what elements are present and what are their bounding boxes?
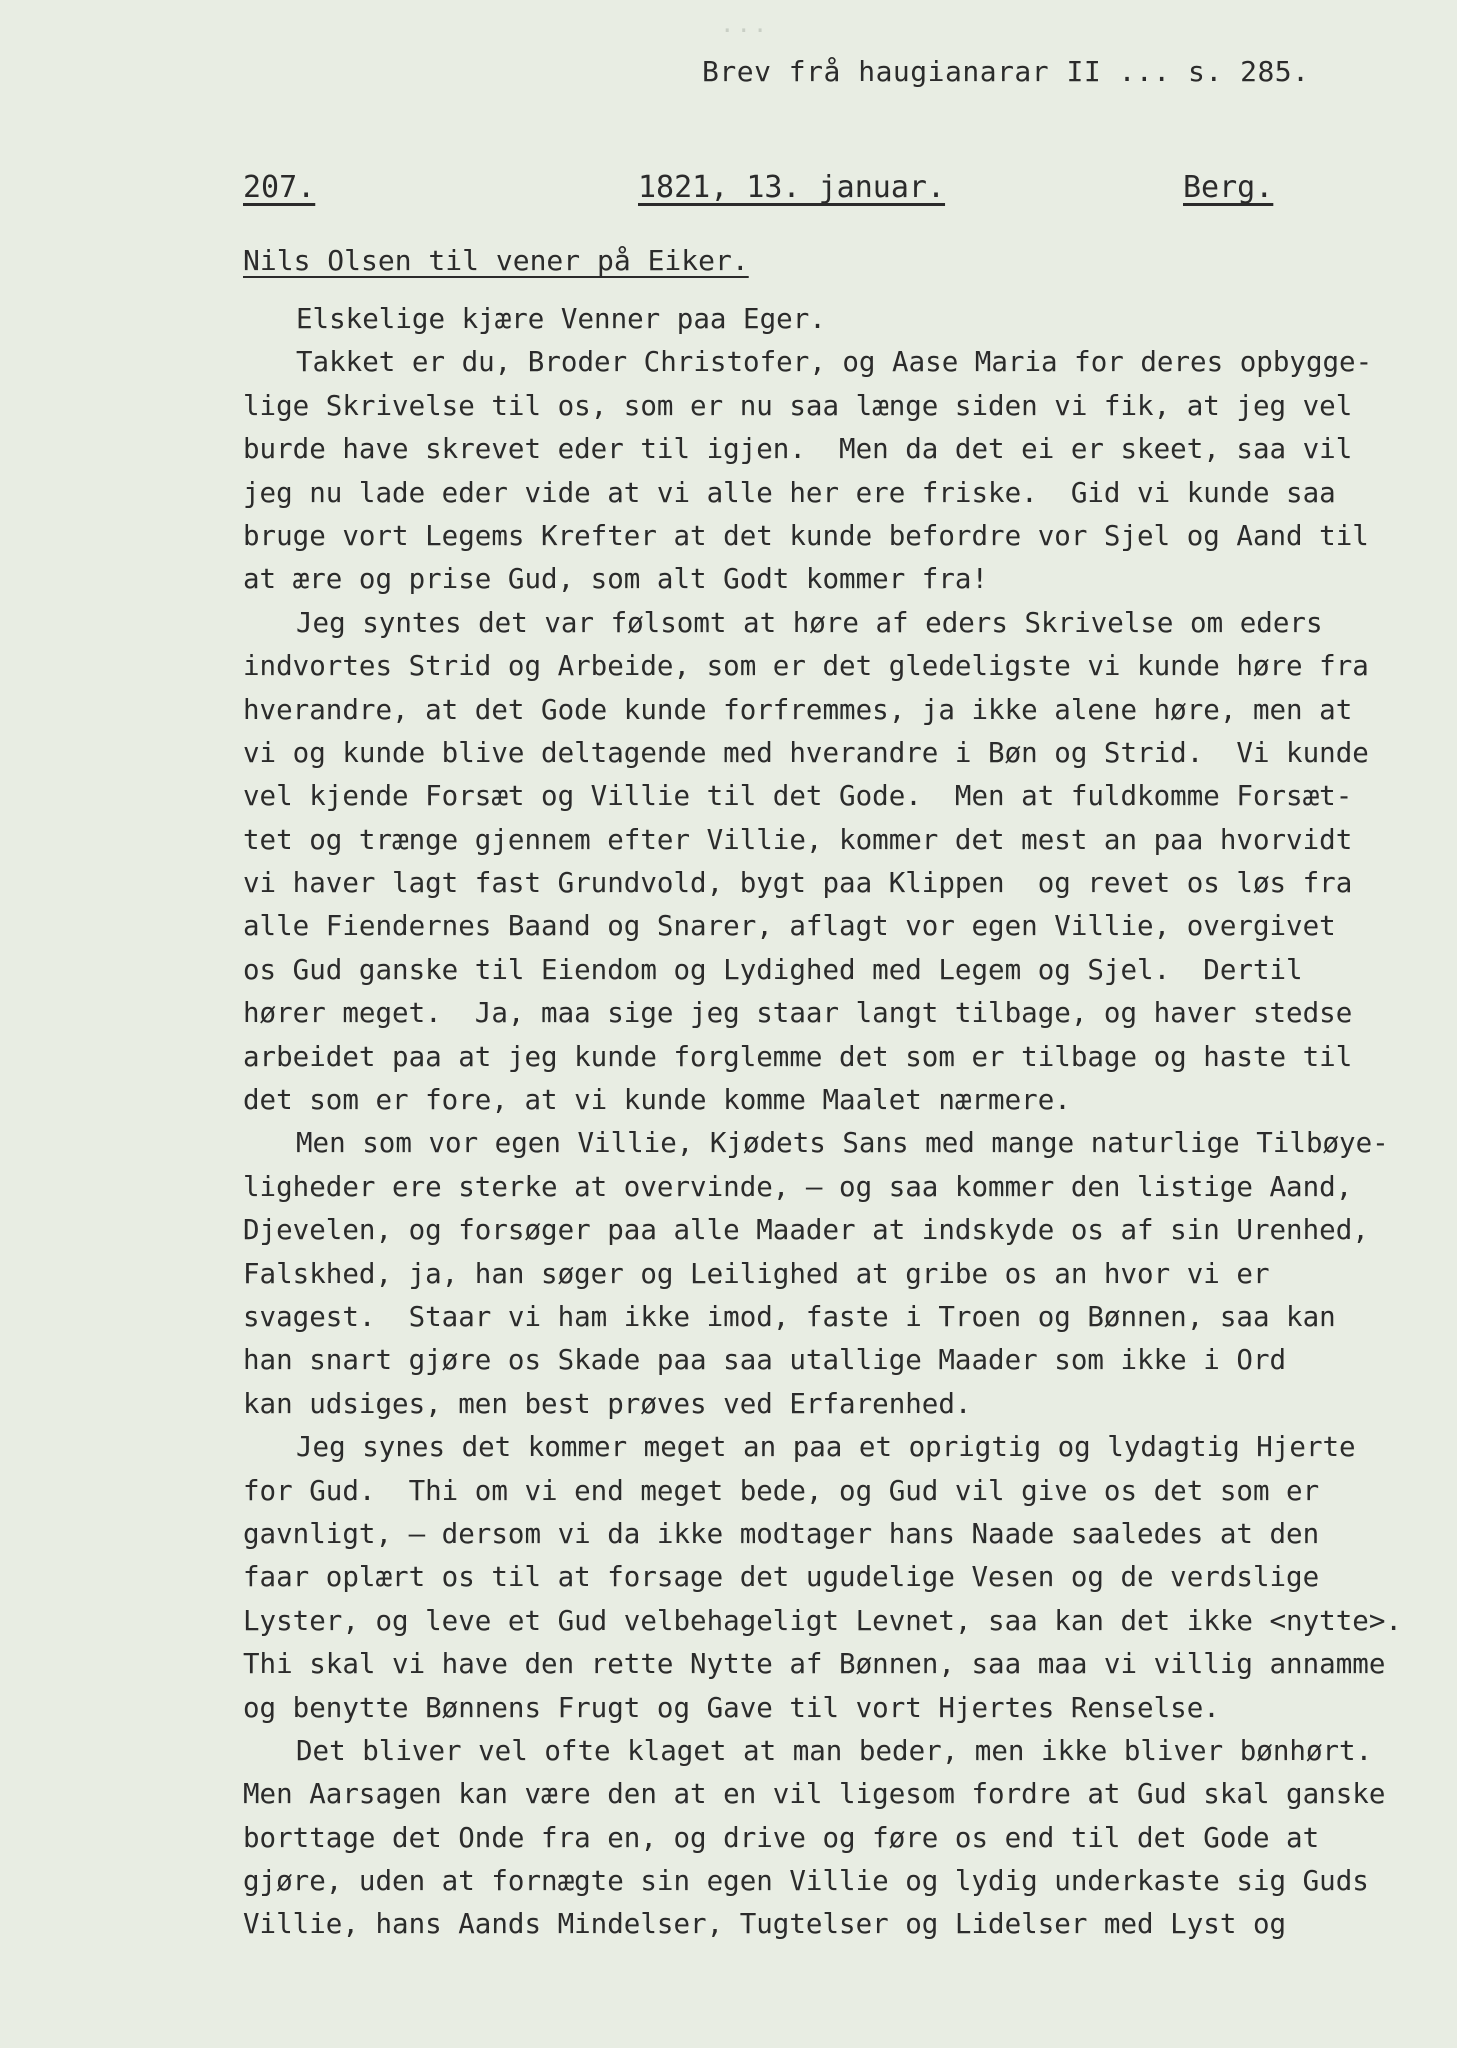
text-line: Djevelen, og forsøger paa alle Maader at indskyde os af sin Urenhed, <box>243 1214 1369 1247</box>
text-line: borttage det Onde fra en, og drive og føre os end til det Gode at <box>243 1821 1320 1854</box>
text-line: og benytte Bønnens Frugt og Gave til vort Hjertes Renselse. <box>243 1691 1220 1724</box>
text-line: arbeidet paa at jeg kunde forglemme det som er tilbage og haste til <box>243 1040 1353 1073</box>
text-line: Falskhed, ja, han søger og Leilighed at gribe os an hvor vi er <box>243 1257 1270 1290</box>
text-line: Villie, hans Aands Mindelser, Tugtelser og Lidelser med Lyst og <box>243 1908 1287 1941</box>
text-line: svagest. Staar vi ham ikke imod, faste i Troen og Bønnen, saa kan <box>243 1300 1336 1333</box>
text-line: kan udsiges, men best prøves ved Erfarenhed. <box>243 1387 972 1420</box>
source-reference: Brev frå haugianarar II ... s. 285. <box>702 55 1310 88</box>
text-line: Men Aarsagen kan være den at en vil ligesom fordre at Gud skal ganske <box>243 1778 1386 1811</box>
text-line: Det bliver vel ofte klaget at man beder, men ikke bliver bønhørt. <box>296 1734 1373 1767</box>
text-line: lige Skrivelse til os, som er nu saa længe siden vi fik, at jeg vel <box>243 389 1353 422</box>
text-line: at ære og prise Gud, som alt Godt kommer fra! <box>243 563 989 596</box>
text-line: vel kjende Forsæt og Villie til det Gode. Men at fuldkomme Forsæt- <box>243 780 1353 813</box>
text-line: Jeg synes det kommer meget an paa et oprigtig og lydagtig Hjerte <box>296 1431 1356 1464</box>
text-line: vi haver lagt fast Grundvold, bygt paa Klippen og revet os løs fra <box>243 867 1353 900</box>
text-line: os Gud ganske til Eiendom og Lydighed med Legem og Sjel. Dertil <box>243 953 1303 986</box>
text-line: bruge vort Legems Krefter at det kunde befordre vor Sjel og Aand til <box>243 519 1369 552</box>
letter-body <box>243 298 1423 1947</box>
letter-date: 1821, 13. januar. <box>638 170 946 205</box>
text-line: for Gud. Thi om vi end meget bede, og Gud vil give os det som er <box>243 1474 1320 1507</box>
text-line: indvortes Strid og Arbeide, som er det gledeligste vi kunde høre fra <box>243 650 1369 683</box>
text-line: burde have skrevet eder til igjen. Men da det ei er skeet, saa vil <box>243 433 1353 466</box>
text-line: Men som vor egen Villie, Kjødets Sans med mange naturlige Tilbøye- <box>296 1127 1389 1160</box>
text-line: tet og trænge gjennem efter Villie, kommer det mest an paa hvorvidt <box>243 823 1353 856</box>
text-line: Lyster, og leve et Gud velbehageligt Levnet, saa kan det ikke <nytte>. <box>243 1604 1402 1637</box>
text-line: faar oplært os til at forsage det ugudelige Vesen og de verdslige <box>243 1561 1320 1594</box>
text-line: Jeg syntes det var følsomt at høre af eders Skrivelse om eders <box>296 606 1323 639</box>
text-line: alle Fiendernes Baand og Snarer, aflagt vor egen Villie, overgivet <box>243 910 1336 943</box>
text-line: ligheder ere sterke at overvinde, — og saa kommer den listige Aand, <box>243 1170 1353 1203</box>
text-line: det som er fore, at vi kunde komme Maalet nærmere. <box>243 1084 1071 1117</box>
letter-place: Berg. <box>1183 170 1274 205</box>
text-line: Takket er du, Broder Christofer, og Aase Maria for deres opbygge- <box>296 346 1373 379</box>
text-line: Elskelige kjære Venner paa Eger. <box>296 303 826 335</box>
text-line: gjøre, uden at fornægte sin egen Villie og lydig underkaste sig Guds <box>243 1865 1369 1898</box>
text-line: hører meget. Ja, maa sige jeg staar langt tilbage, og haver stedse <box>243 997 1353 1030</box>
text-line: Thi skal vi have den rette Nytte af Bønnen, saa maa vi villig annamme <box>243 1648 1386 1681</box>
text-line: han snart gjøre os Skade paa saa utallige Maader som ikke i Ord <box>243 1344 1287 1377</box>
faint-header-bleed: ... <box>720 10 770 38</box>
text-line: jeg nu lade eder vide at vi alle her ere friske. Gid vi kunde saa <box>243 476 1336 509</box>
text-line: vi og kunde blive deltagende med hverandre i Bøn og Strid. Vi kunde <box>243 736 1369 769</box>
text-line: hverandre, at det Gode kunde forfremmes, ja ikke alene høre, men at <box>243 693 1353 726</box>
text-line: gavnligt, — dersom vi da ikke modtager hans Naade saaledes at den <box>243 1517 1320 1550</box>
letter-subtitle: Nils Olsen til vener på Eiker. <box>243 244 749 277</box>
letter-number: 207. <box>243 170 316 205</box>
